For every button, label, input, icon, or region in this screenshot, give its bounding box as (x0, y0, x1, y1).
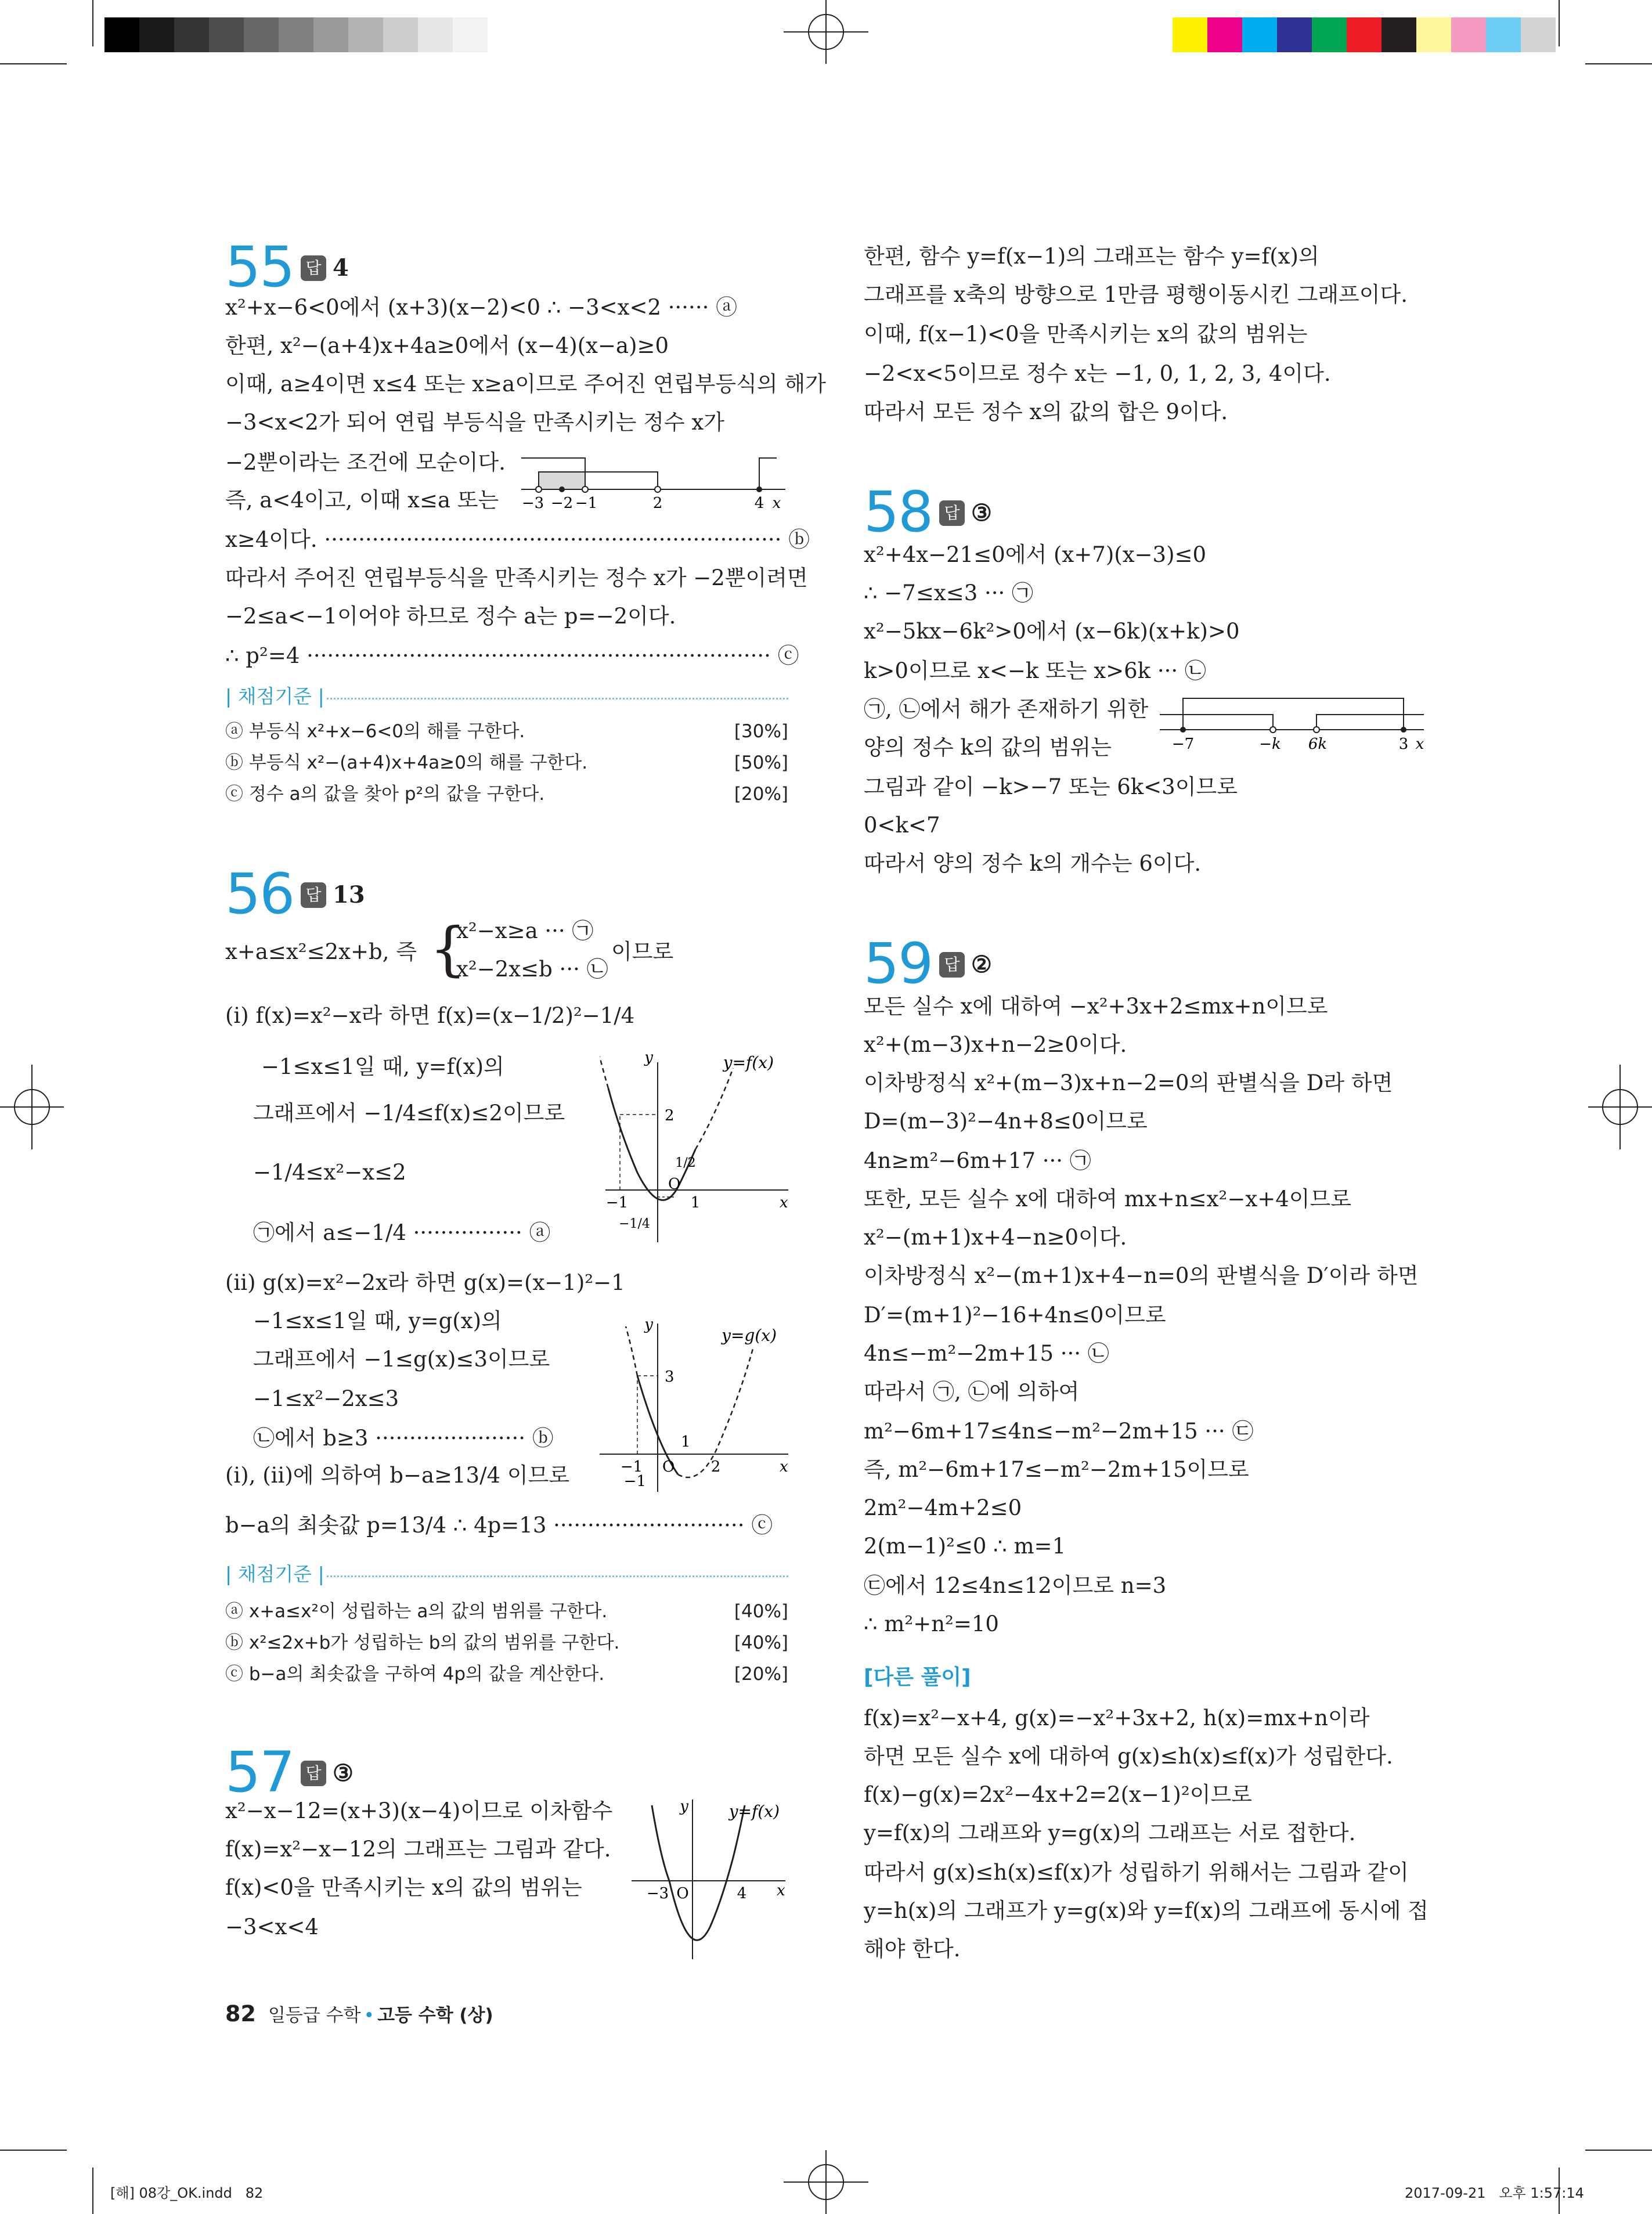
case-title: (i) f(x)=x²−x라 하면 f(x)=(x−1/2)²−1/4 (225, 1003, 635, 1028)
answer-value: ② (971, 951, 992, 978)
solution-line: 따라서 주어진 연립부등식을 만족시키는 정수 x가 −2뿐이려면 (225, 565, 808, 590)
criteria-text: ⓑ 부등식 x²−(a+4)x+4a≥0의 해를 구한다. (225, 752, 588, 773)
tick-label: 2 (710, 1458, 721, 1476)
solution-line: ∴ p²=4 ···································································· ⓒ (225, 643, 799, 668)
solution-line: y=f(x)의 그래프와 y=g(x)의 그래프는 서로 접한다. (864, 1820, 1356, 1845)
page-number: 82 (225, 2001, 256, 2027)
criteria-text: ⓐ x+a≤x²이 성립하는 a의 값의 범위를 구한다. (225, 1601, 608, 1622)
case-title: (ii) g(x)=x²−2x라 하면 g(x)=(x−1)²−1 (225, 1270, 625, 1295)
solution-line: −3<x<4 (225, 1914, 319, 1939)
criteria-text: ⓐ 부등식 x²+x−6<0의 해를 구한다. (225, 721, 525, 742)
solution-line: ∴ −7≤x≤3 ··· ㉠ (864, 580, 1034, 605)
solution-line: x²−(m+1)x+4−n≥0이다. (864, 1225, 1127, 1250)
solution-line: −2≤a<−1이어야 하므로 정수 a는 p=−2이다. (225, 604, 676, 629)
solution-line: 따라서 양의 정수 k의 개수는 6이다. (864, 851, 1202, 876)
alternate-solution-title: [다른 풀이] (864, 1665, 971, 1689)
solution-line: f(x)−g(x)=2x²−4x+2=2(x−1)²이므로 (864, 1782, 1252, 1807)
graph-title: y=g(x) (722, 1326, 777, 1345)
solution-line: ㉠, ㉡에서 해가 존재하기 위한 (864, 697, 1149, 722)
left-column (225, 0, 826, 2032)
tick-label: 2 (652, 495, 663, 512)
axis-label: x (777, 1882, 785, 1899)
solution-line: D′=(m+1)²−16+4n≤0이므로 (864, 1303, 1166, 1328)
book-title: 일등급 수학 (268, 2005, 361, 2026)
solution-line: 이차방정식 x²−(m+1)x+4−n=0의 판별식을 D′이라 하면 (864, 1263, 1419, 1288)
criteria-row (225, 783, 788, 806)
tick-label: −3 (646, 1885, 669, 1902)
timestamp: 2017-09-21 오후 1:57:14 (1405, 2185, 1584, 2201)
answer-value: 4 (333, 254, 349, 282)
file-info: [해] 08강_OK.indd 82 (110, 2185, 264, 2201)
criteria-text: ⓒ b−a의 최솟값을 구하여 4p의 값을 계산한다. (225, 1664, 605, 1685)
solution-line: 모든 실수 x에 대하여 −x²+3x+2≤mx+n이므로 (864, 994, 1328, 1019)
system-line: x²−2x≤b ··· ㉡ (456, 957, 608, 982)
solution-line: 또한, 모든 실수 x에 대하여 mx+n≤x²−x+4이므로 (864, 1187, 1351, 1211)
solution-line: x²+x−6<0에서 (x+3)(x−2)<0 ∴ −3<x<2 ······ ⓐ (225, 295, 738, 320)
solution-line: 한편, x²−(a+4)x+4a≥0에서 (x−4)(x−a)≥0 (225, 333, 669, 358)
solution-line: 즉, a<4이고, 이때 x≤a 또는 (225, 488, 499, 513)
solution-line: b−a의 최솟값 p=13/4 ∴ 4p=13 ···························· ⓒ (225, 1513, 773, 1538)
tick-label: 3 (1398, 735, 1409, 753)
tick-label: −1 (623, 1473, 646, 1490)
tick-label: −1/4 (619, 1217, 650, 1231)
criteria-text: ⓑ x²≤2x+b가 성립하는 b의 값의 범위를 구한다. (225, 1632, 620, 1653)
solution-line: 양의 정수 k의 값의 범위는 (864, 735, 1112, 760)
brace-icon: { (430, 915, 467, 983)
criteria-rule (327, 698, 788, 699)
answer-value: 13 (333, 881, 365, 908)
solution-line: x²−5kx−6k²>0에서 (x−6k)(x+k)>0 (864, 619, 1240, 644)
solution-line: x²−x−12=(x+3)(x−4)이므로 이차함수 (225, 1798, 613, 1823)
criteria-row (225, 1600, 788, 1623)
solution-line: 이차방정식 x²+(m−3)x+n−2=0의 판별식을 D라 하면 (864, 1070, 1393, 1095)
axis-label: x (780, 1194, 788, 1211)
solution-line: −3<x<2가 되어 연립 부등식을 만족시키는 정수 x가 (225, 410, 725, 435)
solution-line: 이때, f(x−1)<0을 만족시키는 x의 값의 범위는 (864, 322, 1308, 347)
tick-label: 4 (754, 495, 764, 512)
solution-line: 이므로 (611, 939, 674, 964)
tick-label: 1/2 (675, 1156, 696, 1170)
solution-line: ∴ m²+n²=10 (864, 1611, 999, 1636)
solution-line: 따라서 ㉠, ㉡에 의하여 (864, 1379, 1080, 1404)
solution-line: 그림과 같이 −k>−7 또는 6k<3이므로 (864, 774, 1238, 799)
criteria-percent: [30%] (734, 721, 788, 742)
tick-label: −2 (550, 495, 573, 512)
number-line-figure (521, 450, 788, 514)
problem-number: 56 (225, 861, 294, 926)
answer-badge: 답 (301, 255, 326, 281)
criteria-title: | 채점기준 | (225, 685, 324, 708)
solution-line: 따라서 g(x)≤h(x)≤f(x)가 성립하기 위해서는 그림과 같이 (864, 1860, 1409, 1885)
problem-number: 57 (225, 1740, 294, 1805)
number-line-figure (1160, 694, 1427, 758)
tick-label: 1 (690, 1194, 701, 1211)
criteria-title: | 채점기준 | (225, 1563, 324, 1585)
tick-label: 2 (665, 1107, 674, 1124)
solution-line: y=h(x)의 그래프가 y=g(x)와 y=f(x)의 그래프에 동시에 접 (864, 1898, 1429, 1923)
solution-line: 이때, a≥4이면 x≤4 또는 x≥a이므로 주어진 연립부등식의 해가 (225, 372, 826, 396)
solution-line: 0<k<7 (864, 813, 940, 838)
solution-line: −2<x<5이므로 정수 x는 −1, 0, 1, 2, 3, 4이다. (864, 361, 1331, 386)
solution-line: 2(m−1)²≤0 ∴ m=1 (864, 1534, 1066, 1559)
right-column (864, 0, 1427, 2032)
solution-line: −1≤x≤1일 때, y=g(x)의 (253, 1308, 502, 1333)
axis-label: x (780, 1458, 788, 1476)
solution-line: x²+(m−3)x+n−2≥0이다. (864, 1032, 1127, 1057)
solution-line: m²−6m+17≤4n≤−m²−2m+15 ··· ㉢ (864, 1419, 1254, 1444)
separator-dot: • (363, 2005, 374, 2026)
tick-label: −k (1259, 735, 1281, 753)
solution-line: f(x)=x²−x+4, g(x)=−x²+3x+2, h(x)=mx+n이라 (864, 1705, 1370, 1730)
subject-title: 고등 수학 (상) (377, 2005, 493, 2026)
solution-line: 즉, m²−6m+17≤−m²−2m+15이므로 (864, 1457, 1249, 1482)
solution-line: (i), (ii)에 의하여 b−a≥13/4 이므로 (225, 1463, 570, 1488)
solution-line: 2m²−4m+2≤0 (864, 1495, 1022, 1520)
criteria-row (225, 751, 788, 774)
tick-label: −1 (575, 495, 598, 512)
tick-label: 3 (665, 1368, 674, 1386)
graph-f (600, 1045, 791, 1254)
solution-line: 그래프에서 −1/4≤f(x)≤2이므로 (253, 1101, 565, 1126)
criteria-row (225, 720, 788, 743)
graph-g (600, 1312, 791, 1498)
solution-line: 4n≤−m²−2m+15 ··· ㉡ (864, 1341, 1109, 1366)
criteria-percent: [20%] (734, 1664, 788, 1685)
origin-label: O (676, 1885, 689, 1902)
solution-line: 그래프를 x축의 방향으로 1만큼 평행이동시킨 그래프이다. (864, 282, 1408, 307)
graph-f57 (632, 1794, 788, 1962)
tick-label: x (772, 495, 781, 512)
solution-line: 하면 모든 실수 x에 대하여 g(x)≤h(x)≤f(x)가 성립한다. (864, 1744, 1393, 1769)
solution-line: x²+4x−21≤0에서 (x+7)(x−3)≤0 (864, 542, 1207, 567)
solution-line: x≥4이다. ··································································· ⓑ (225, 527, 810, 552)
criteria-percent: [20%] (734, 784, 788, 805)
tick-label: −7 (1171, 735, 1195, 753)
axis-label: y (644, 1049, 653, 1066)
tick-label: 4 (737, 1885, 747, 1902)
criteria-percent: [50%] (734, 752, 788, 773)
criteria-percent: [40%] (734, 1632, 788, 1653)
tick-label: −1 (605, 1194, 629, 1211)
solution-line: −1/4≤x²−x≤2 (253, 1160, 406, 1185)
solution-line: k>0이므로 x<−k 또는 x>6k ··· ㉡ (864, 658, 1206, 683)
criteria-percent: [40%] (734, 1601, 788, 1622)
solution-line: D=(m−3)²−4n+8≤0이므로 (864, 1109, 1148, 1134)
solution-line: 한편, 함수 y=f(x−1)의 그래프는 함수 y=f(x)의 (864, 244, 1319, 269)
solution-line: −2뿐이라는 조건에 모순이다. (225, 450, 506, 475)
solution-line: f(x)=x²−x−12의 그래프는 그림과 같다. (225, 1837, 611, 1862)
problem-number: 55 (225, 235, 294, 300)
solution-line: 그래프에서 −1≤g(x)≤3이므로 (253, 1347, 550, 1372)
origin-label: O (668, 1175, 681, 1193)
solution-line: −1≤x²−2x≤3 (253, 1386, 399, 1411)
criteria-row (225, 1663, 788, 1686)
solution-line: ㉡에서 b≥3 ······················ ⓑ (253, 1426, 554, 1451)
solution-line: x+a≤x²≤2x+b, 즉 (225, 939, 417, 964)
solution-line: 4n≥m²−6m+17 ··· ㉠ (864, 1148, 1091, 1173)
solution-line: 해야 한다. (864, 1937, 961, 1961)
tick-label: −3 (521, 495, 544, 512)
graph-title: y=f(x) (723, 1053, 774, 1072)
solution-line: −1≤x≤1일 때, y=f(x)의 (261, 1054, 504, 1079)
tick-label: x (1415, 735, 1424, 753)
answer-badge: 답 (939, 952, 965, 978)
solution-line: 따라서 모든 정수 x의 값의 합은 9이다. (864, 399, 1228, 424)
answer-badge: 답 (301, 1761, 326, 1786)
axis-label: y (680, 1798, 688, 1815)
criteria-text: ⓒ 정수 a의 값을 찾아 p²의 값을 구한다. (225, 784, 545, 805)
system-line: x²−x≥a ··· ㉠ (456, 918, 594, 943)
origin-label: O (662, 1458, 675, 1476)
criteria-row (225, 1631, 788, 1654)
answer-badge: 답 (301, 882, 326, 908)
tick-label: 1 (681, 1433, 691, 1451)
solution-line: f(x)<0을 만족시키는 x의 값의 범위는 (225, 1875, 582, 1900)
graph-title: y=f(x) (728, 1802, 780, 1821)
answer-value: ③ (971, 499, 992, 527)
page-footer (225, 2000, 493, 2027)
tick-label: −1 (620, 1458, 643, 1476)
problem-number: 58 (864, 479, 933, 545)
answer-badge: 답 (939, 500, 965, 526)
solution-line: ㉢에서 12≤4n≤12이므로 n=3 (864, 1573, 1167, 1598)
solution-line: ㉠에서 a≤−1/4 ················ ⓐ (253, 1220, 551, 1245)
tick-label: 6k (1308, 735, 1328, 753)
problem-number: 59 (864, 931, 933, 996)
criteria-rule (327, 1575, 788, 1577)
axis-label: y (644, 1316, 653, 1333)
answer-value: ③ (333, 1759, 354, 1787)
